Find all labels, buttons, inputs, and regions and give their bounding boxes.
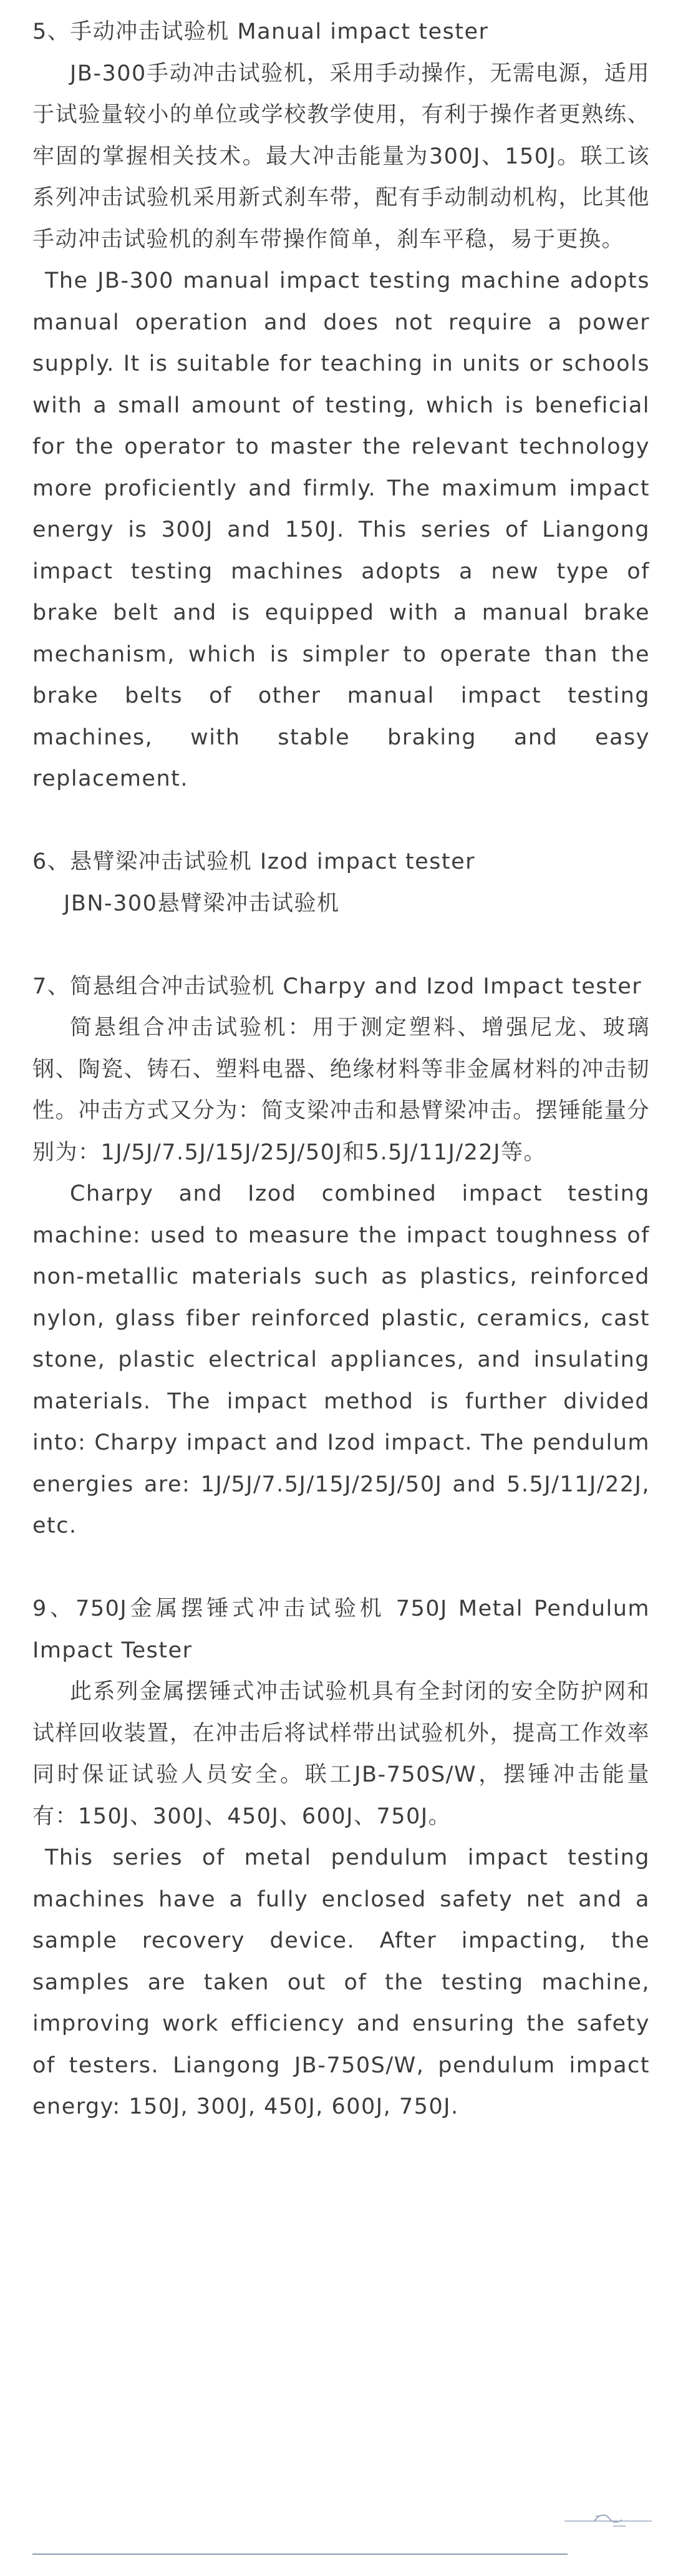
section-7-title: 7、简悬组合冲击试验机 Charpy and Izod Impact tester xyxy=(32,973,642,999)
spacer xyxy=(32,800,650,842)
section-7-english-text: Charpy and Izod combined impact testing machine: used to measure the impact toughness of non-metallic materials such as plastics, reinforced nylon, glass fiber reinforced plastic, ceramics, cast stone, plastic electrical appliances, and insulating materials. The impact method is further divided into: Charpy impact and Izod impact. The pendulum energies are: 1J/5J/7.5J/15J/25J/50J and 5.5J/11J/22J, etc. xyxy=(32,1181,650,1538)
section-9-chinese-text: 此系列金属摆锤式冲击试验机具有全封闭的安全防护网和试样回收装置，在冲击后将试样带出试验机外，提高工作效率同时保证试验人员安全。联工JB-750S/W，摆锤冲击能量有：150J、300J、450J、600J、750J。 xyxy=(32,1679,650,1829)
section-5-chinese-text: JB-300手动冲击试验机，采用手动操作，无需电源，适用于试验量较小的单位或学校教学使用，有利于操作者更熟练、牢固的掌握相关技术。最大冲击能量为300J、150J。联工该系列冲击试验机采用新式刹车带，配有手动制动机构，比其他手动冲击试验机的刹车带操作简单，刹车平稳，易于更换。 xyxy=(32,61,650,252)
section-9-title: 9、750J金属摆锤式冲击试验机 750J Metal Pendulum Impact Tester xyxy=(32,1596,650,1663)
section-5-english-text: The JB-300 manual impact testing machine adopts manual operation and does not require a power supply. It is suitable for teaching in units or schools with a small amount of testing, which is beneficial for the operator to master the relevant technology more proficiently and firmly. The maximum impact energy is 300J and 150J. This series of Liangong impact testing machines adopts a new type of brake belt and is equipped with a manual brake mechanism, which is simpler to operate than the brake belts of other manual impact testing machines, with stable braking and easy replacement. xyxy=(32,268,650,791)
section-9-english-text: This series of metal pendulum impact testing machines have a fully enclosed safety net and a sample recovery device. After impacting, the samples are taken out of the testing machine, improving work efficiency and ensuring the safety of testers. Liangong JB-750S/W, pendulum impact energy: 150J, 300J, 450J, 600J, 750J. xyxy=(32,1845,650,2119)
section-5-title: 5、手动冲击试验机 Manual impact tester xyxy=(32,19,489,44)
section-6-title: 6、悬臂梁冲击试验机 Izod impact tester xyxy=(32,849,476,874)
wave-ornament-icon xyxy=(564,2507,652,2532)
footer-divider xyxy=(32,2554,568,2555)
spacer xyxy=(32,1547,650,1589)
spacer xyxy=(32,924,650,966)
article-body xyxy=(32,11,650,2128)
section-7-chinese-text: 简悬组合冲击试验机：用于测定塑料、增强尼龙、玻璃钢、陶瓷、铸石、塑料电器、绝缘材料等非金属材料的冲击韧性。冲击方式又分为：简支梁冲击和悬臂梁冲击。摆锤能量分别为：1J/5J/7.5J/15J/25J/50J和5.5J/11J/22J等。 xyxy=(32,1015,650,1165)
section-6-model: JBN-300悬臂梁冲击试验机 xyxy=(64,890,340,916)
